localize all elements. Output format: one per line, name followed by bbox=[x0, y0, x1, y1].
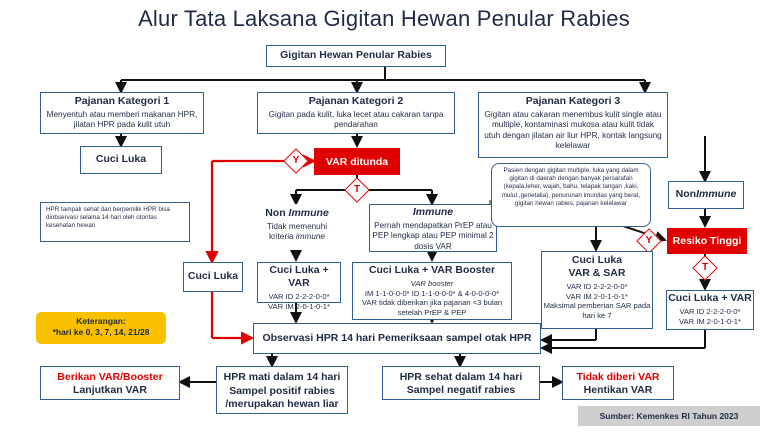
cuci-luka-2-box: Cuci Luka bbox=[183, 262, 243, 292]
decision-y2-label: Y bbox=[645, 235, 653, 246]
non-immune-3-box: Non Immune bbox=[668, 181, 744, 209]
immune-title: Immune bbox=[412, 206, 454, 218]
var-sar-box bbox=[541, 251, 653, 329]
var-sar-line2: VAR IM 2-0-1-0-1* bbox=[566, 291, 628, 301]
immune-box bbox=[369, 204, 497, 252]
kategori2-box bbox=[257, 92, 455, 134]
root-box: Gigitan Hewan Penular Rabies bbox=[266, 45, 446, 67]
berikan-var-line1: Berikan VAR/Booster bbox=[57, 371, 163, 383]
cuci-luka-var-3-line1: VAR ID 2-2-2-0-0* bbox=[679, 307, 741, 317]
hpr-sehat-line2: Sampel negatif rabies bbox=[406, 384, 516, 397]
hpr-sehat-line1: HPR sehat dalam 14 hari bbox=[399, 371, 523, 383]
cuci-luka-var-3-title: Cuci Luka + VAR bbox=[668, 292, 752, 304]
cuci-luka-var-line2: VAR IM 2-0-1-0-1* bbox=[268, 301, 330, 311]
var-sar-line1: VAR ID 2-2-2-0-0* bbox=[566, 282, 628, 292]
cuci-luka-1-box: Cuci Luka bbox=[80, 146, 162, 174]
berikan-var-box bbox=[40, 366, 180, 400]
page-title: Alur Tata Laksana Gigitan Hewan Penular Rabies bbox=[138, 6, 630, 31]
var-booster-line2: IM 1-1-0-0-0* ID 1-1-0-0-0* & 4-0-0-0-0* bbox=[364, 288, 500, 298]
hpr-sehat-box bbox=[382, 366, 540, 400]
resiko-tinggi-box: Resiko Tinggi bbox=[667, 228, 747, 254]
decision-y1-label: Y bbox=[292, 155, 300, 166]
cuci-luka-var-box bbox=[257, 262, 341, 311]
kategori1-title: Pajanan Kategori 1 bbox=[74, 95, 170, 107]
cuci-luka-var-line1: VAR ID 2-2-2-0-0* bbox=[268, 292, 330, 302]
keterangan-title: Keterangan: bbox=[76, 316, 126, 326]
kategori2-title: Pajanan Kategori 2 bbox=[308, 95, 404, 107]
hpr-mati-box bbox=[216, 366, 348, 414]
hpr-mati-line3: /merupakan hewan liar bbox=[225, 398, 339, 411]
var-sar-title2: VAR & SAR bbox=[568, 267, 626, 280]
var-sar-line3: Maksimal pemberian SAR pada hari ke 7 bbox=[543, 301, 651, 320]
kategori1-desc: Menyentuh atau memberi makanan HPR, jilatan HPR pada kulit utuh bbox=[46, 110, 198, 130]
kategori1-box bbox=[40, 92, 204, 134]
hpr-mati-line2: Sampel positif rabies bbox=[229, 384, 335, 397]
kategori3-desc: Gigitan atau cakaran menembus kulit single atau multiple, kontaminasi mukosa atau kulit tidak utuh dengan jilatan air liur HPR, kontak langsung kelelawar bbox=[484, 110, 662, 150]
cuci-luka-var-3-line2: VAR IM 2-0-1-0-1* bbox=[679, 316, 741, 326]
observasi-box: Observasi HPR 14 hari Pemeriksaan sampel otak HPR bbox=[253, 323, 541, 354]
var-booster-line1: VAR booster bbox=[410, 279, 454, 289]
decision-t1-label: T bbox=[353, 184, 361, 195]
keterangan-days: *hari ke 0, 3, 7, 14, 21/28 bbox=[52, 327, 150, 338]
var-ditunda-box: VAR ditunda bbox=[314, 148, 400, 175]
kategori3-risk-note: Pasien dengan gigitan multiple, luka yang dalam gigitan di daerah dengan banyak persarafan (kepala,leher, wajah, bahu, telapak tangan ,kaki, mulut ,genetalia), penurunan imunitas yang berat, gigitan hewan rabies, pajanan kelelawar bbox=[491, 163, 651, 227]
non-immune-title: Non Immune bbox=[265, 207, 329, 219]
hpr-observation-note: HPR tampak sehat dan berpemilik HPR bisa diobservasi selama 14 hari oleh otoritas kesehatan hewan bbox=[40, 202, 190, 242]
non-immune-desc: Tidak memenuhi kriteria immune bbox=[266, 222, 328, 242]
kategori2-desc: Gigitan pada kulit, luka lecet atau cakaran tanpa pendarahan bbox=[268, 110, 444, 130]
source-label: Sumber: Kemenkes RI Tahun 2023 bbox=[578, 406, 760, 426]
var-booster-box bbox=[352, 262, 512, 320]
tidak-diberi-var-line2: Hentikan VAR bbox=[583, 384, 653, 397]
var-booster-title: Cuci Luka + VAR Booster bbox=[368, 264, 496, 276]
cuci-luka-var-title: Cuci Luka + VAR bbox=[269, 264, 329, 290]
hpr-mati-line1: HPR mati dalam 14 hari bbox=[223, 371, 341, 383]
berikan-var-line2: Lanjutkan VAR bbox=[73, 384, 147, 397]
tidak-diberi-var-line1: Tidak diberi VAR bbox=[576, 371, 660, 383]
non-immune-box bbox=[257, 204, 337, 250]
var-sar-title1: Cuci Luka bbox=[571, 254, 623, 266]
cuci-luka-var-3-box bbox=[666, 290, 754, 330]
kategori3-box bbox=[478, 92, 668, 158]
immune-desc: Pernah mendapatkan PrEP atau PEP lengkap atau PEP minimal 2 dosis VAR bbox=[372, 221, 494, 251]
decision-t2-label: T bbox=[701, 262, 709, 273]
kategori3-title: Pajanan Kategori 3 bbox=[525, 95, 621, 107]
var-booster-line3: VAR tidak diberikan jika pajanan <3 bulan setelah PrEP & PEP bbox=[361, 298, 503, 317]
tidak-diberi-var-box bbox=[562, 366, 674, 400]
keterangan-badge bbox=[36, 312, 166, 344]
